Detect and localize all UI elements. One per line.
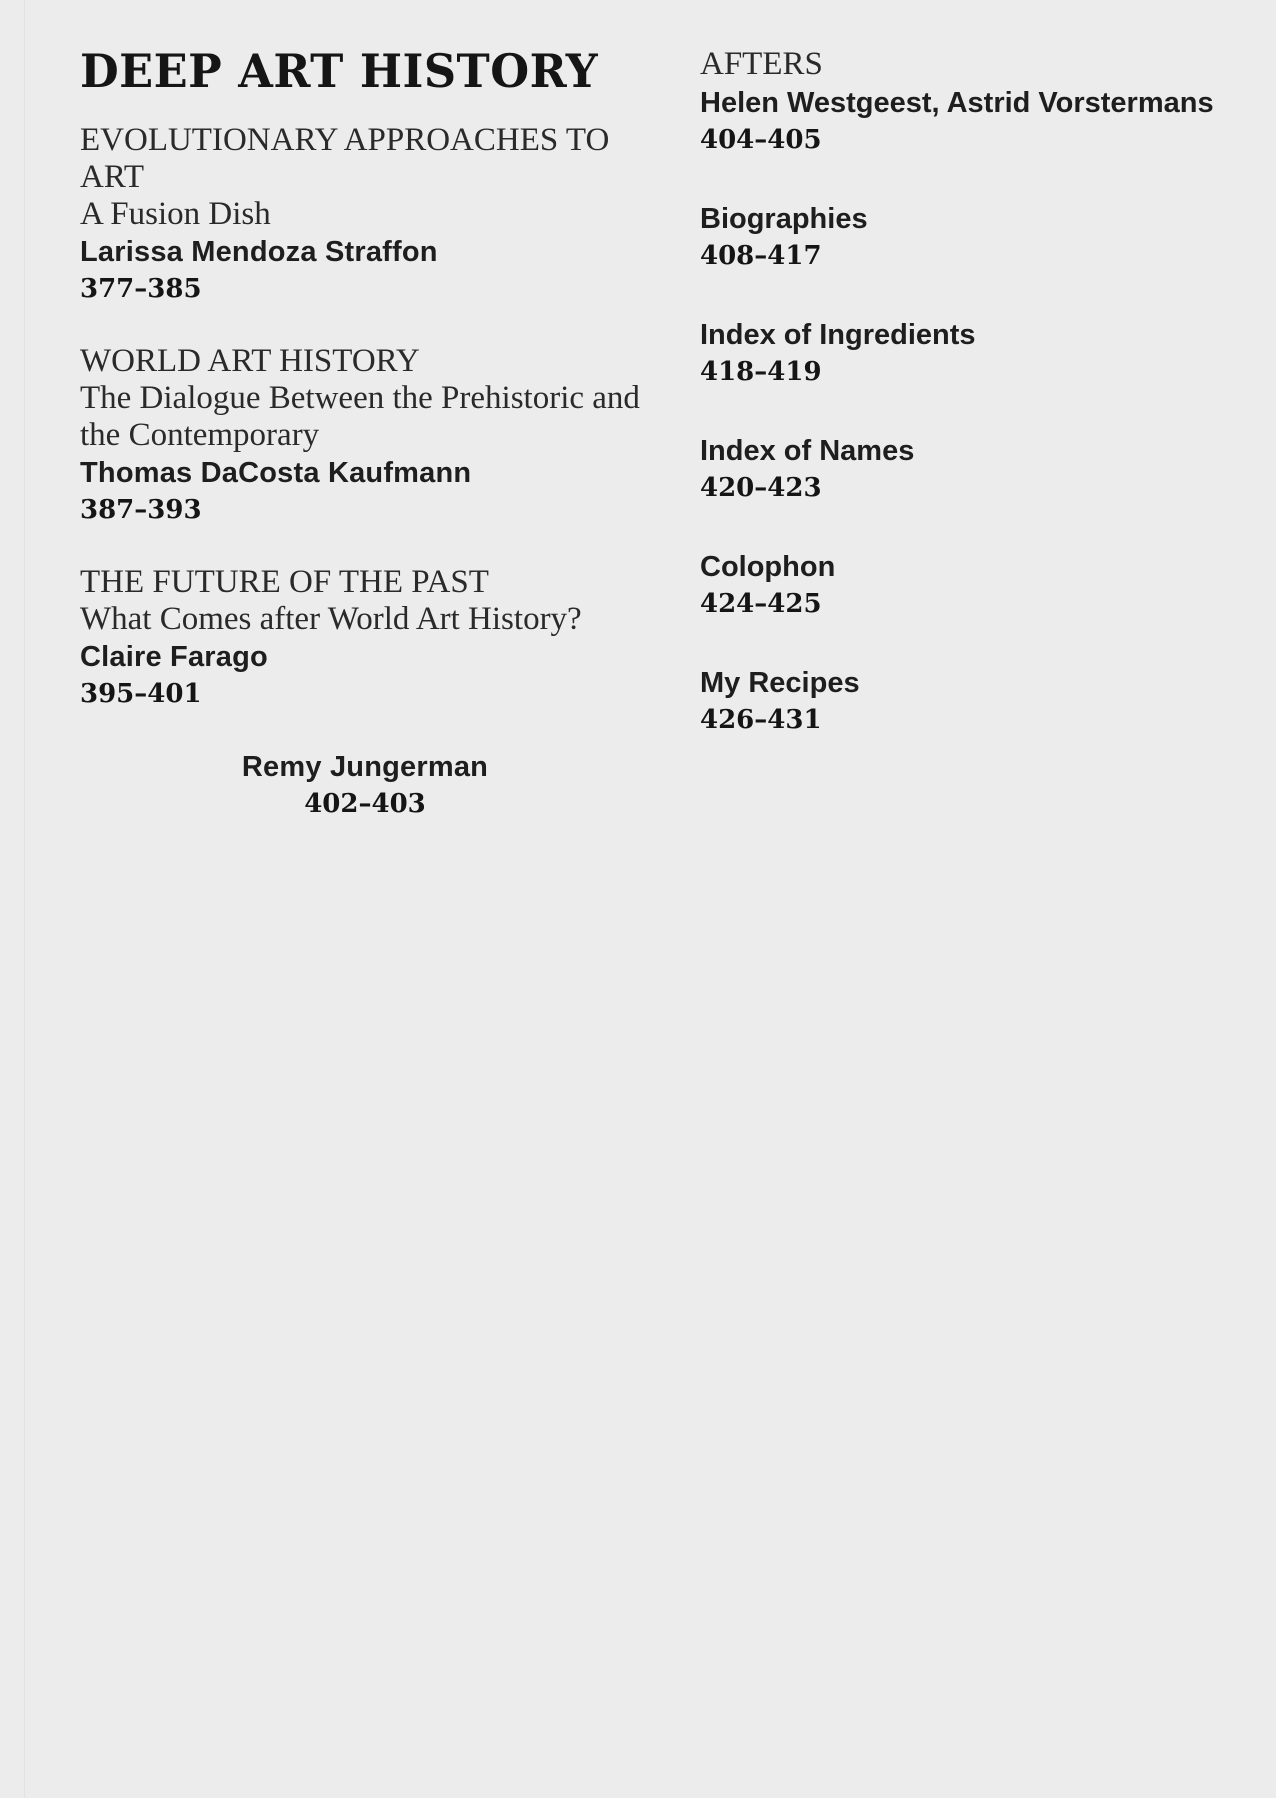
contents-right-column — [700, 44, 1270, 780]
contents-left-column — [80, 44, 680, 858]
entry-label: Index of Names — [700, 435, 915, 467]
page-range: 418–419 — [700, 357, 822, 387]
author-name: Claire Farago — [80, 641, 268, 673]
entry-label: Biographies — [700, 203, 868, 235]
page-range: 426–431 — [700, 705, 822, 735]
section-subtitle: A Fusion Dish — [80, 196, 271, 232]
toc-entry-index-ingredients — [700, 316, 1270, 390]
toc-entry-index-names — [700, 432, 1270, 506]
page-range: 387–393 — [80, 495, 202, 525]
section-title: EVOLUTIONARY APPROACHES TO ART — [80, 122, 610, 195]
page-range: 408–417 — [700, 241, 822, 271]
entry-label: My Recipes — [700, 667, 860, 699]
page-range: 395–401 — [80, 679, 202, 709]
toc-entry — [80, 564, 680, 712]
page-range: 420–423 — [700, 473, 822, 503]
page-range: 377–385 — [80, 274, 202, 304]
section-title: THE FUTURE OF THE PAST — [80, 564, 489, 600]
section-subtitle: The Dialogue Between the Prehistoric and the Contemporary — [80, 380, 640, 453]
section-title: WORLD ART HISTORY — [80, 343, 420, 379]
page-range: 402–403 — [304, 789, 426, 819]
toc-entry — [80, 122, 680, 307]
toc-entry — [80, 343, 680, 528]
author-name: Helen Westgeest, Astrid Vorstermans — [700, 87, 1214, 119]
book-title: DEEP ART HISTORY — [80, 44, 599, 98]
toc-entry-my-recipes — [700, 664, 1270, 738]
author-name: Remy Jungerman — [241, 751, 489, 783]
page-edge — [24, 0, 25, 1798]
toc-entry-biographies — [700, 200, 1270, 274]
entry-label: Colophon — [700, 551, 836, 583]
entry-label: Index of Ingredients — [700, 319, 976, 351]
toc-entry-centered — [80, 748, 650, 822]
section-title: AFTERS — [700, 46, 823, 82]
page-range: 404–405 — [700, 125, 822, 155]
author-name: Thomas DaCosta Kaufmann — [80, 457, 472, 489]
section-subtitle: What Comes after World Art History? — [80, 601, 582, 637]
toc-entry-colophon — [700, 548, 1270, 622]
author-name: Larissa Mendoza Straffon — [80, 236, 438, 268]
toc-entry-afters — [700, 44, 1270, 158]
page-range: 424–425 — [700, 589, 822, 619]
